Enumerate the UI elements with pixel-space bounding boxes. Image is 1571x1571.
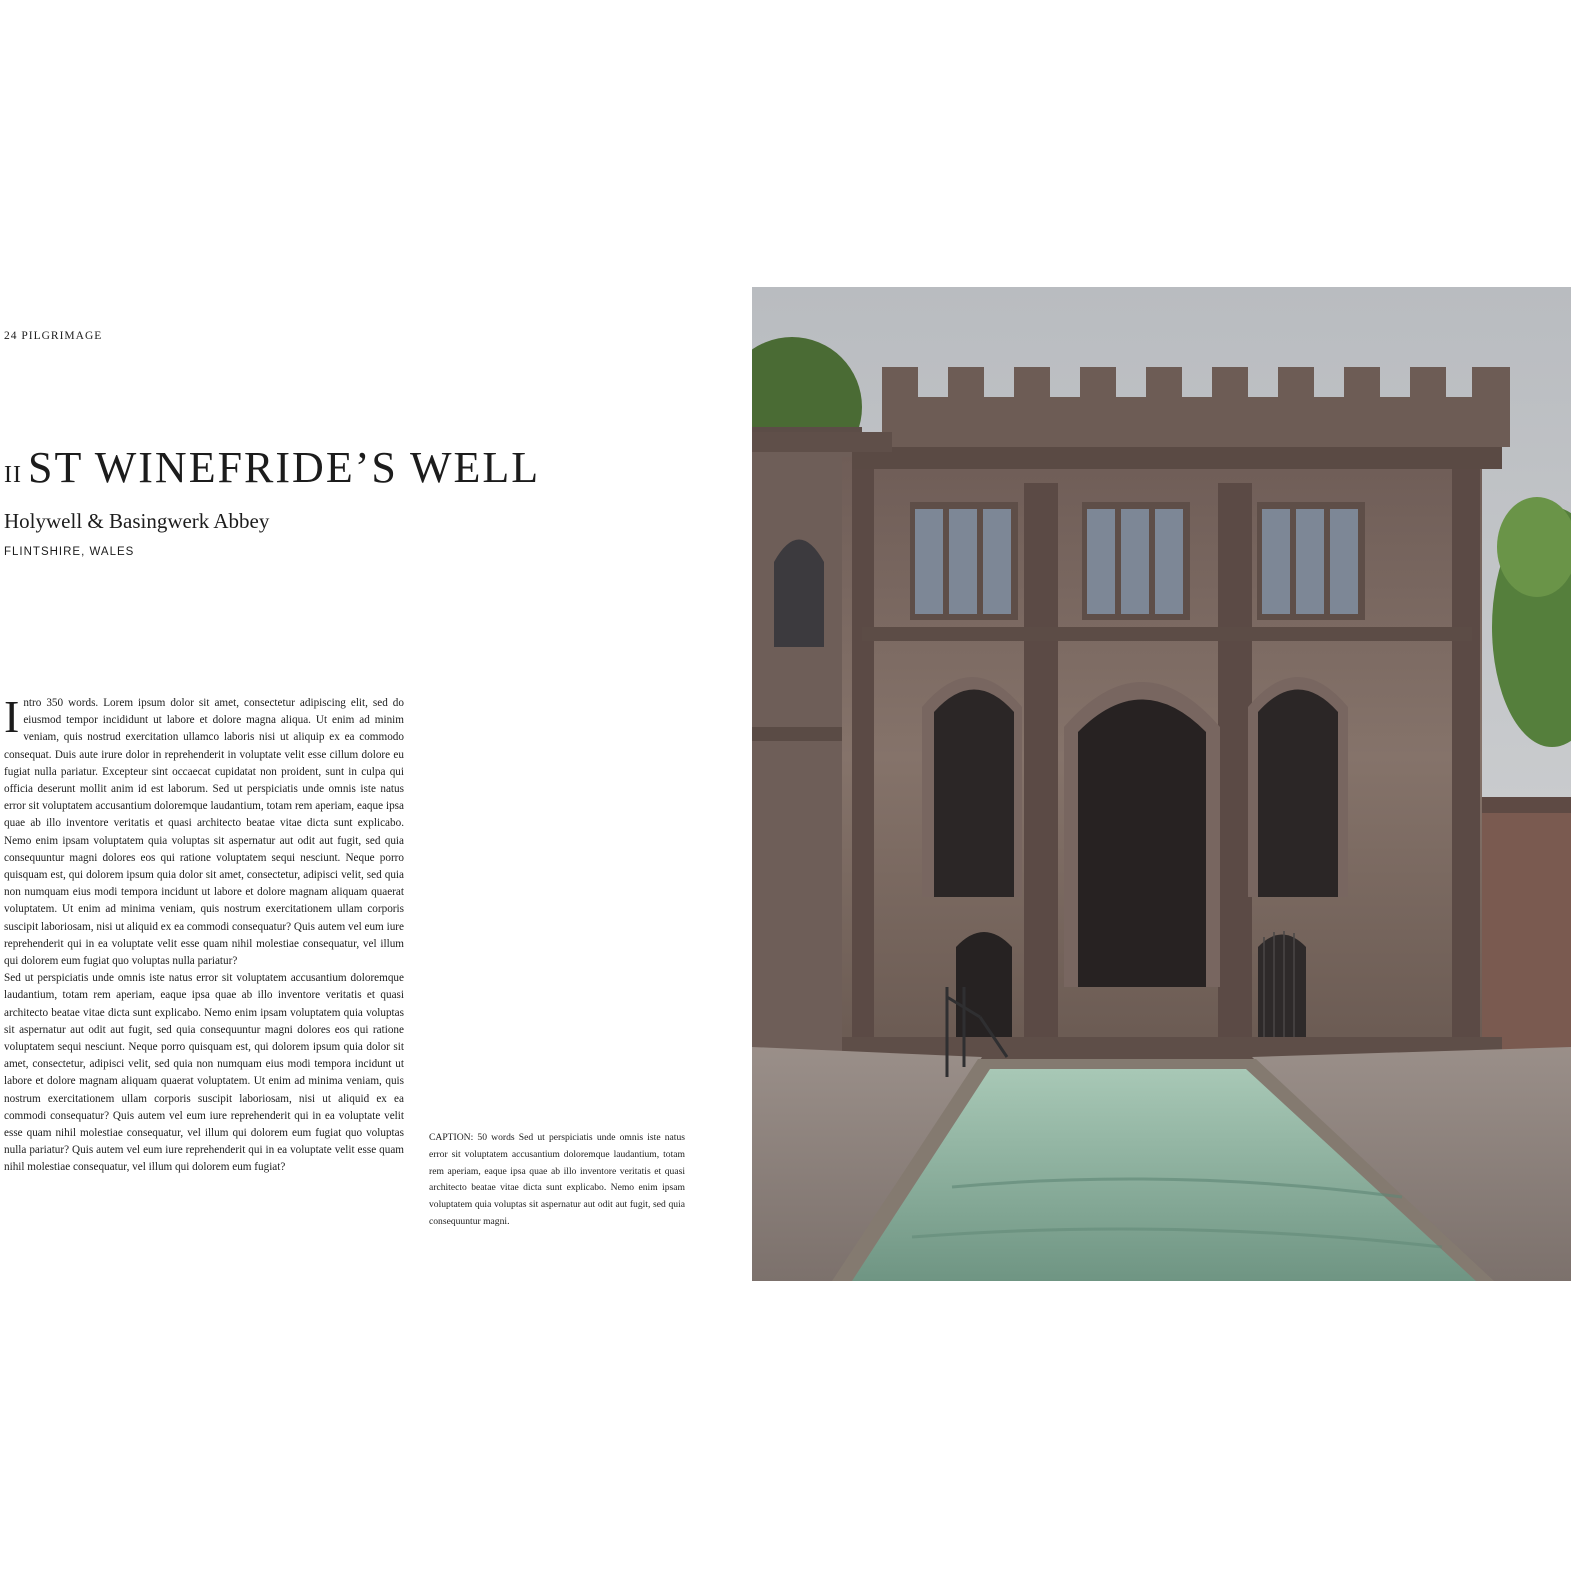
photo-caption: CAPTION: 50 words Sed ut perspiciatis unde omnis iste natus error sit voluptatem accusantium doloremque laudantium, totam rem aperiam, eaque ipsa quae ab illo inventore veritatis et quasi architecto beatae vitae dicta sunt explicabo. Nemo enim ipsam voluptatem quia voluptas sit aspernatur aut odit aut fugit, sed quia consequuntur magni. <box>429 1132 685 1227</box>
body-paragraph-1-text: ntro 350 words. Lorem ipsum dolor sit amet, consectetur adipiscing elit, sed do eiusmod tempor incididunt ut labore et dolore magna aliqua. Ut enim ad minim veniam, quis nostrud exercitation ullamco laboris nisi ut aliquip ex ea commodo consequat. Duis aute irure dolor in reprehenderit in voluptate velit esse cillum dolore eu fugiat nulla pariatur. Excepteur sint occaecat cupidatat non proident, sunt in culpa qui officia deserunt mollit anim id est laborum. Sed ut perspiciatis unde omnis iste natus error sit voluptatem accusantium doloremque laudantium, totam rem aperiam, eaque ipsa quae ab illo inventore veritatis et quasi architecto beatae vitae dicta sunt explicabo. Nemo enim ipsam voluptatem quia voluptas sit aspernatur aut odit aut fugit, sed quia consequuntur magni dolores eos qui ratione voluptatem sequi nesciunt. Neque porro quisquam est, qui dolorem ipsum quia dolor sit amet, consectetur, adipisci velit, sed quia non numquam eius modi tempora incidunt ut labore et dolore magnam aliquam quaerat voluptatem. Ut enim ad minima veniam, quis nostrum exercitationem ullam corporis suscipit laboriosam, nisi ut aliquid ex ea commodi consequatur? Quis autem vel eum iure reprehenderit qui in ea voluptate velit esse quam nihil molestiae consequatur, vel illum qui dolorem eum fugiat quo voluptas nulla pariatur? <box>4 697 404 968</box>
chapter-title <box>4 440 540 503</box>
well-illustration <box>752 287 1571 1281</box>
chapter-subtitle: Holywell & Basingwerk Abbey <box>4 509 270 533</box>
right-door <box>1258 935 1306 1038</box>
well-photo <box>752 287 1571 1281</box>
chapter-number: II <box>4 462 22 488</box>
body-paragraph-1 <box>4 691 404 970</box>
chapter-title-text: ST WINEFRIDE’S WELL <box>27 443 541 492</box>
body-text <box>4 691 404 1177</box>
parapet <box>882 397 1510 447</box>
body-paragraph-2: Sed ut perspiciatis unde omnis iste natus error sit voluptatem accusantium doloremque laudantium, totam rem aperiam, eaque ipsa quae ab illo inventore veritatis et quasi architecto beatae vitae dicta sunt explicabo. Nemo enim ipsam voluptatem quia voluptas sit aspernatur aut odit aut fugit, sed quia consequuntur magni dolores eos qui ratione voluptatem sequi nesciunt. Neque porro quisquam est, qui dolorem ipsum quia dolor sit amet, consectetur, adipisci velit, sed quia non numquam eius modi tempora incidunt ut labore et dolore magnam aliquam quaerat voluptatem. Ut enim ad minima veniam, quis nostrum exercitationem ullam corporis suscipit laboriosam, nisi ut aliquid ex ea commodi consequatur? Quis autem vel eum iure reprehenderit qui in ea voluptate velit esse quam nihil molestiae consequatur, vel illum qui dolorem eum fugiat quo voluptas nulla pariatur? Quis autem vel eum iure reprehenderit qui in ea voluptate velit esse quam nihil molestiae consequatur, vel illum qui dolorem eum fugiat? <box>4 972 404 1174</box>
upper-windows <box>910 502 1365 620</box>
chapter-location: FLINTSHIRE, WALES <box>4 546 135 558</box>
drop-cap: I <box>4 691 20 742</box>
running-header: 24 PILGRIMAGE <box>4 330 103 342</box>
